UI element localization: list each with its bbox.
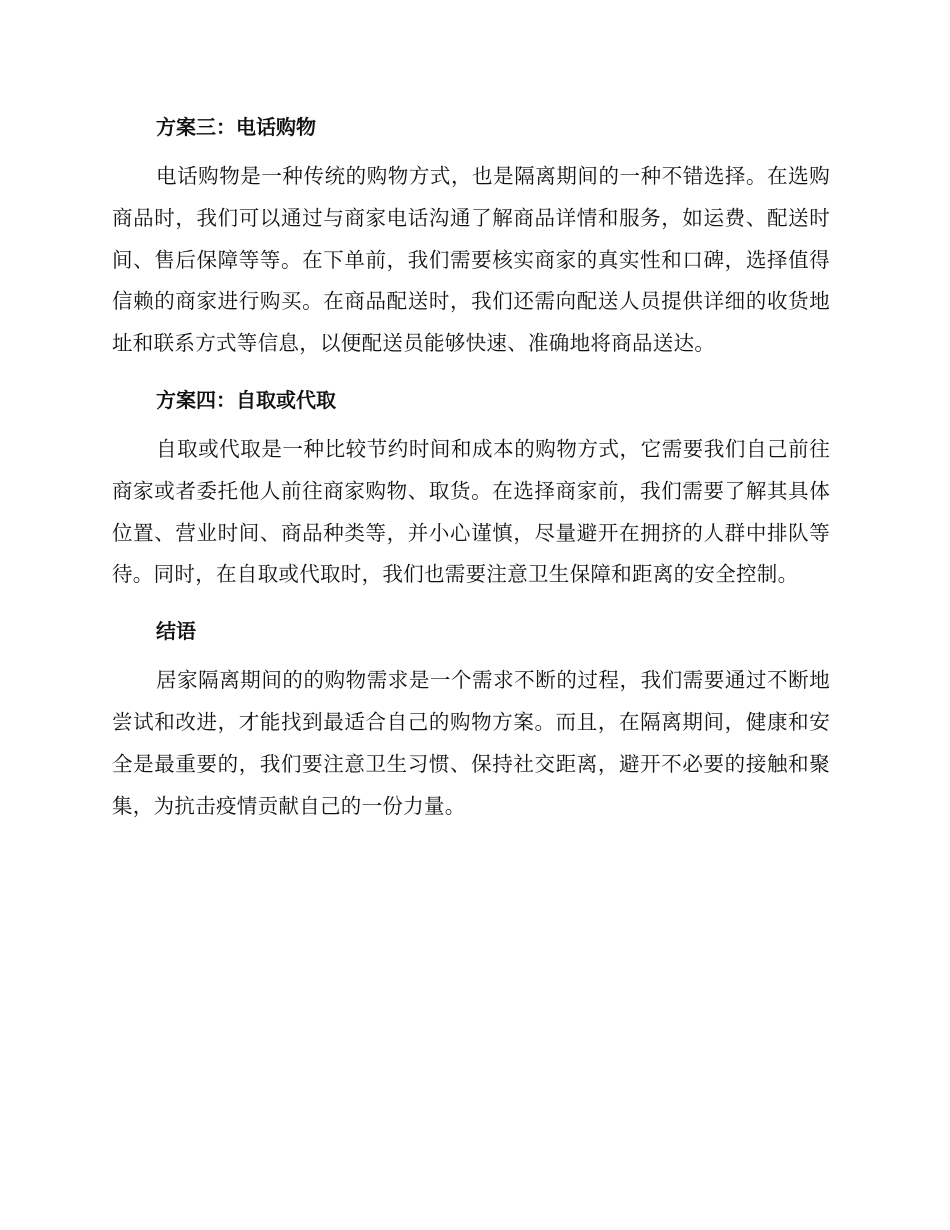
section-paragraph-conclusion: 居家隔离期间的的购物需求是一个需求不断的过程，我们需要通过不断地尝试和改进，才能找到最适合自己的购物方案。而且，在隔离期间，健康和安全是最重要的，我们要注意卫生习惯、保持社交距离，避开不必要的接触和聚集，为抗击疫情贡献自己的一份力量。 [112, 668, 830, 818]
section-paragraph-pickup: 自取或代取是一种比较节约时间和成本的购物方式，它需要我们自己前往商家或者委托他人前往商家购物、取货。在选择商家前，我们需要了解其具体位置、营业时间、商品种类等，并小心谨慎，尽量避开在拥挤的人群中排队等待。同时，在自取或代取时，我们也需要注意卫生保障和距离的安全控制。 [112, 436, 830, 587]
section-heading-phone-shopping: 方案三：电话购物 [156, 115, 316, 139]
section-heading-conclusion: 结语 [156, 619, 196, 644]
document-body [112, 108, 830, 843]
section-heading-pickup: 方案四：自取或代取 [156, 387, 336, 412]
section-paragraph-phone-shopping: 电话购物是一种传统的购物方式，也是隔离期间的一种不错选择。在选购商品时，我们可以通过与商家电话沟通了解商品详情和服务，如运费、配送时间、售后保障等等。在下单前，我们需要核实商家的真实性和口碑，选择值得信赖的商家进行购买。在商品配送时，我们还需向配送人员提供详细的收货地址和联系方式等信息，以便配送员能够快速、准确地将商品送达。 [112, 164, 830, 356]
